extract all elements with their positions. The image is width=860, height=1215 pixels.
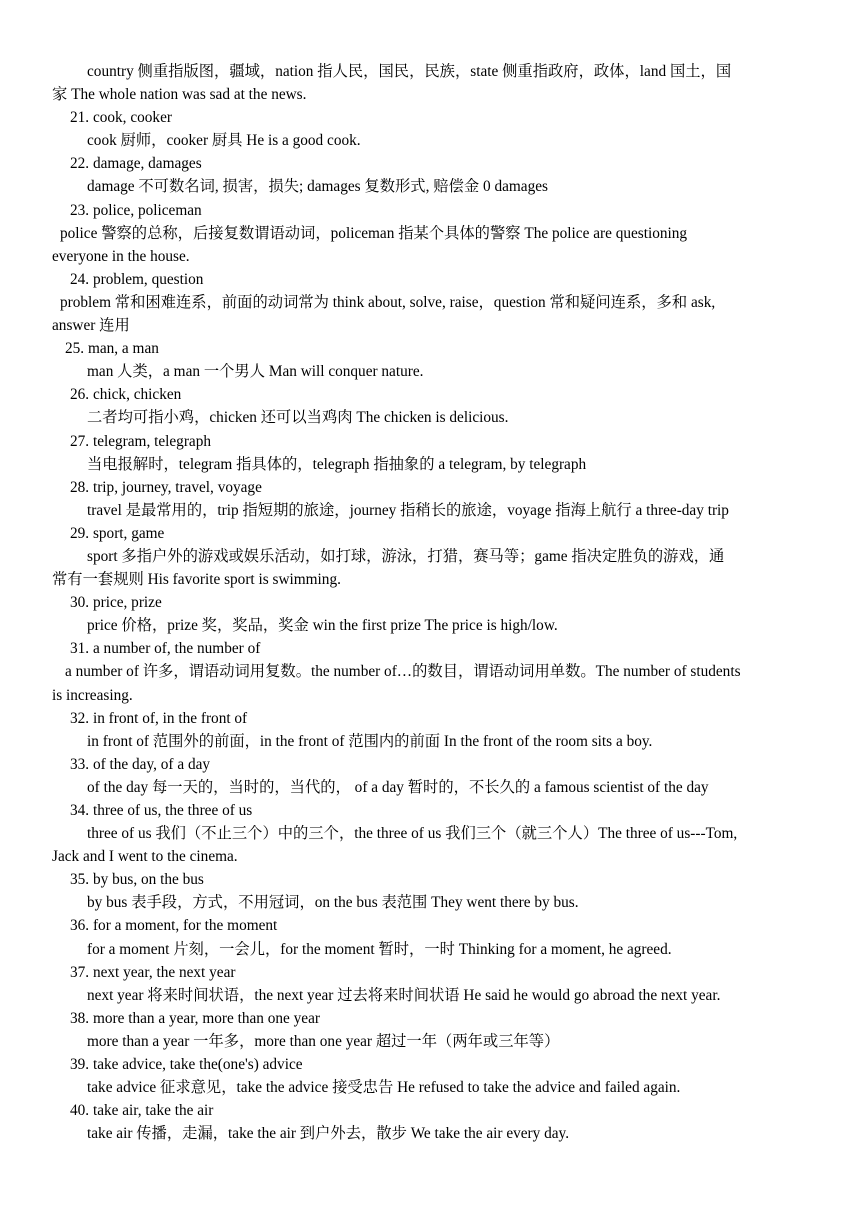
text-line: answer 连用: [52, 317, 130, 335]
text-line: next year 将来时间状语，the next year 过去将来时间状语 He said he would go abroad the next year.: [87, 986, 721, 1004]
text-line: country 侧重指版图，疆域，nation 指人民，国民，民族，state 侧重指政府，政体，land 国土，国: [87, 63, 732, 80]
text-line: a number of 许多，谓语动词用复数。the number of…的数目，谓语动词用单数。The number of students: [65, 663, 741, 681]
text-line: man 人类，a man 一个男人 Man will conquer nature.: [87, 363, 424, 381]
entry-heading: 23. police, policeman: [70, 201, 202, 219]
entry-heading: 33. of the day, of a day: [70, 755, 211, 773]
text-line: is increasing.: [52, 686, 133, 704]
entry-heading: 39. take advice, take the(one's) advice: [70, 1056, 303, 1074]
text-line: Jack and I went to the cinema.: [52, 848, 238, 866]
entry-heading: 27. telegram, telegraph: [70, 432, 212, 450]
text-line: more than a year 一年多，more than one year 超过一年（两年或三年等）: [87, 1032, 560, 1050]
entry-heading: 35. by bus, on the bus: [70, 871, 204, 889]
text-line: 家 The whole nation was sad at the news.: [52, 86, 307, 104]
entry-heading: 31. a number of, the number of: [70, 640, 261, 658]
entry-heading: 28. trip, journey, travel, voyage: [70, 478, 262, 496]
text-line: in front of 范围外的前面，in the front of 范围内的前面 In the front of the room sits a boy.: [87, 732, 653, 750]
text-line: price 价格，prize 奖，奖品，奖金 win the first prize The price is high/low.: [87, 617, 558, 635]
entry-heading: 30. price, prize: [70, 594, 162, 612]
text-line: travel 是最常用的，trip 指短期的旅途，journey 指稍长的旅途，voyage 指海上航行 a three-day trip: [87, 501, 729, 519]
text-line: everyone in the house.: [52, 247, 190, 265]
text-line: damage 不可数名词, 损害，损失; damages 复数形式, 赔偿金 0 damages: [87, 178, 548, 196]
text-line: police 警察的总称，后接复数谓语动词，policeman 指某个具体的警察 The police are questioning: [60, 224, 688, 242]
text-line: for a moment 片刻，一会儿，for the moment 暂时，一时 Thinking for a moment, he agreed.: [87, 940, 672, 958]
entry-heading: 36. for a moment, for the moment: [70, 917, 278, 935]
entry-heading: 29. sport, game: [70, 524, 165, 542]
entry-heading: 26. chick, chicken: [70, 386, 182, 404]
text-line: 二者均可指小鸡，chicken 还可以当鸡肉 The chicken is delicious.: [87, 409, 509, 427]
text-line: take advice 征求意见，take the advice 接受忠告 He refused to take the advice and failed again.: [87, 1079, 681, 1097]
text-line: by bus 表手段，方式，不用冠词，on the bus 表范围 They went there by bus.: [87, 894, 579, 912]
entry-heading: 40. take air, take the air: [70, 1102, 214, 1120]
entry-heading: 24. problem, question: [70, 270, 204, 288]
text-line: cook 厨师，cooker 厨具 He is a good cook.: [87, 132, 361, 150]
text-line: sport 多指户外的游戏或娱乐活动，如打球，游泳，打猎，赛马等；game 指决定胜负的游戏，通: [87, 547, 725, 565]
text-line: 当电报解时，telegram 指具体的，telegraph 指抽象的 a telegram, by telegraph: [87, 455, 587, 473]
entry-heading: 37. next year, the next year: [70, 963, 236, 981]
entry-heading: 21. cook, cooker: [70, 109, 172, 127]
entry-heading: 25. man, a man: [65, 340, 159, 358]
entry-heading: 38. more than a year, more than one year: [70, 1009, 320, 1027]
entry-heading: 32. in front of, in the front of: [70, 709, 248, 727]
entry-heading: 34. three of us, the three of us: [70, 802, 253, 819]
text-line: 常有一套规则 His favorite sport is swimming.: [52, 571, 341, 589]
document-body: [52, 60, 809, 1145]
text-line: problem 常和困难连系，前面的动词常为 think about, solve, raise，question 常和疑问连系，多和 ask,: [60, 293, 716, 311]
text-line: three of us 我们（不止三个）中的三个，the three of us 我们三个（就三个人）The three of us---Tom,: [87, 825, 738, 843]
text-line: of the day 每一天的，当时的，当代的， of a day 暂时的，不长久的 a famous scientist of the day: [87, 778, 709, 796]
text-line: take air 传播，走漏，take the air 到户外去，散步 We take the air every day.: [87, 1125, 570, 1143]
entry-heading: 22. damage, damages: [70, 155, 202, 173]
